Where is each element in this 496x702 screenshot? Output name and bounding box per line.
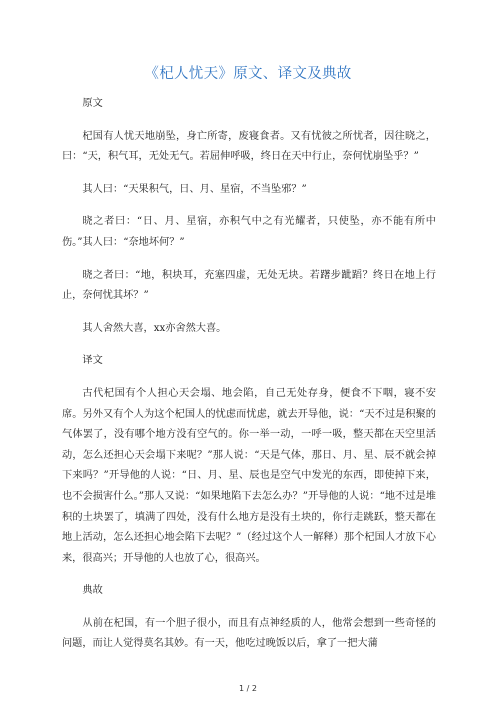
original-paragraph: 其人曰：“天果积气，日、月、星宿，不当坠邪？” [82, 183, 307, 195]
section-heading-story: 典故 [82, 585, 103, 597]
original-paragraph: 晓之者曰：“日、月、星宿，亦积气中之有光耀者，只使坠，亦不能有所中伤。”其人曰：“奈地坏何？” [62, 216, 436, 248]
page-number: 1 / 2 [239, 684, 257, 693]
document-body [62, 94, 436, 667]
story-paragraph: 从前在杞国，有一个胆子很小，而且有点神经质的人，他常会想到一些奇怪的问题，而让人觉得莫名其妙。有一天，他吃过晚饭以后，拿了一把大蒲 [62, 617, 436, 650]
translation-paragraph: 古代杞国有个人担心天会塌、地会陷，自己无处存身，便食不下咽，寝不安席。另外又有个人为这个杞国人的忧虑而忧虑，就去开导他，说：“天不过是积聚的气体罢了，没有哪个地方没有空气的。你一举一动，一呼一吸，整天都在天空里活动，怎么还担心天会塌下来呢？”那人说：“天是气体，那日、月、星、辰不就会掉下来吗？”开导他的人说：“日、月、星、辰也是空气中发光的东西，即使掉下来，也不会损害什么。”那人又说：“如果地陷下去怎么办？”开导他的人说：“地不过是堆积的土块罢了，填满了四处，没有什么地方是没有土块的，你行走跳跃，整天都在地上活动，怎么还担心地会陷下去呢？”（经过这个人一解释）那个杞国人才放下心来，很高兴；开导他的人也放了心，很高兴。 [62, 387, 436, 564]
original-paragraph: 杞国有人忧天地崩坠，身亡所寄，废寝食者。又有忧彼之所忧者，因往晓之，曰：“天，积气耳，无处无气。若屈伸呼吸，终日在天中行止，奈何忧崩坠乎？” [62, 130, 436, 163]
original-paragraph: 其人舍然大喜，xx亦舍然大喜。 [82, 322, 227, 334]
section-heading-translation: 译文 [82, 355, 103, 367]
section-heading-original: 原文 [82, 98, 103, 109]
original-paragraph: 晓之者曰：“地，积块耳，充塞四虚，无处无块。若躇步跐蹈？终日在地上行止，奈何忧其坏？” [62, 269, 436, 302]
document-title: 《杞人忧天》原文、译文及典故 [144, 66, 352, 82]
